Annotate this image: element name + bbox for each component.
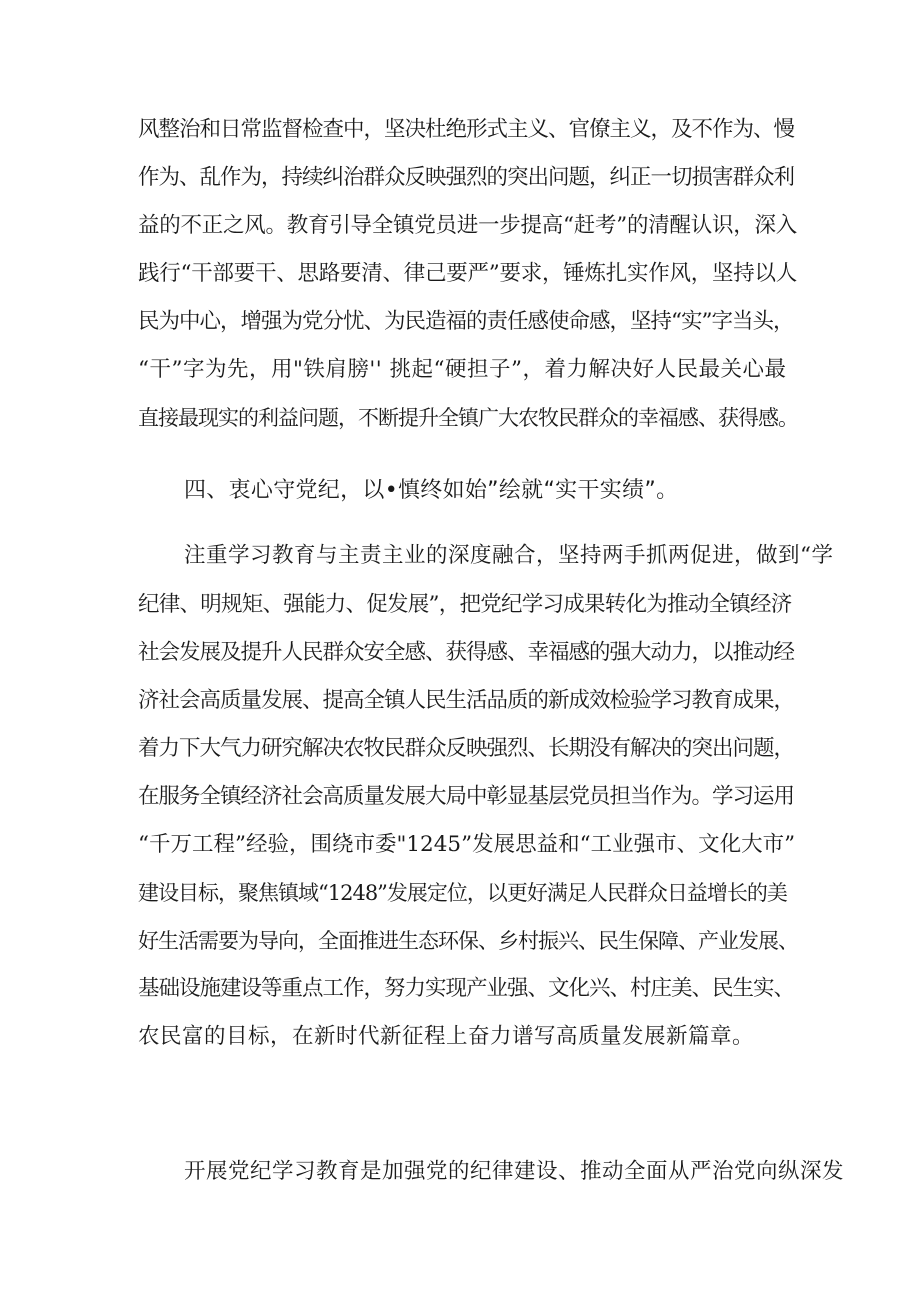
- text-line: 农民富的目标，在新时代新征程上奋力谱写高质量发展新篇章。: [138, 1024, 755, 1049]
- text-line: 济社会高质量发展、提高全镇人民生活品质的新成效检验学习教育成果，: [138, 688, 795, 713]
- section-heading: 四、衷心守党纪，以•慎终如始”绘就“实干实绩”。: [184, 478, 679, 503]
- text-line: 纪律、明规矩、强能力、促发展”，把党纪学习成果转化为推动全镇经济: [138, 592, 792, 617]
- text-line: 在服务全镇经济社会高质量发展大局中彰显基层党员担当作为。学习运用: [138, 784, 795, 809]
- text-line: 着力下大气力研究解决农牧民群众反映强烈、长期没有解决的突出问题，: [138, 736, 795, 761]
- text-line: 注重学习教育与主责主业的深度融合，坚持两手抓两促进，做到“学: [184, 543, 834, 568]
- text-line: 益的不正之风。教育引导全镇党员进一步提高“赶考”的清醒认识，深入: [138, 213, 797, 238]
- text-line: 建设目标，聚焦镇域“1248”发展定位，以更好满足人民群众日益增长的美: [138, 881, 787, 905]
- text-line: 风整治和日常监督检查中，坚决杜绝形式主义、官僚主义，及不作为、慢: [138, 117, 795, 142]
- text-line: 好生活需要为导向，全面推进生态环保、乡村振兴、民生保障、产业发展、: [138, 929, 798, 953]
- text-line: 社会发展及提升人民群众安全感、获得感、幸福感的强大动力，以推动经: [138, 640, 795, 665]
- text-line: 直接最现实的利益问题，不断提升全镇广大农牧民群众的幸福感、获得感。: [138, 406, 798, 430]
- text-line: 基础设施建设等重点工作，努力实现产业强、文化兴、村庄美、民生实、: [138, 976, 795, 1001]
- text-line: “干”字为先，用"铁肩膀'' 挑起“硬担子”，着力解决好人民最关心最: [138, 357, 787, 382]
- text-line: 作为、乱作为，持续纠治群众反映强烈的突出问题，纠正一切损害群众利: [138, 165, 795, 190]
- text-line: “千万工程”经验，围绕市委"1245”发展思益和“工业强市、文化大市”: [138, 832, 796, 857]
- text-line: 践行“干部要干、思路要清、律己要严”要求，锤炼扎实作风，坚持以人: [138, 261, 797, 286]
- text-line: 开展党纪学习教育是加强党的纪律建设、推动全面从严治党向纵深发: [184, 1159, 845, 1184]
- text-line: 民为中心，增强为党分忧、为民造福的责任感使命感，坚持“实”字当头，: [138, 309, 794, 334]
